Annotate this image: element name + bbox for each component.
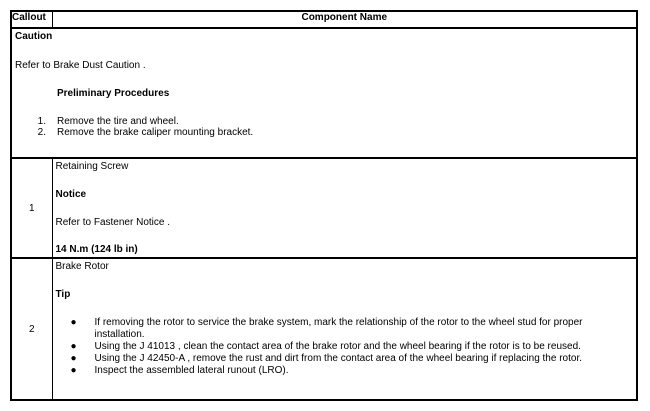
component-name-column-header: Component Name bbox=[52, 11, 637, 28]
procedure-table bbox=[10, 10, 638, 401]
list-item bbox=[53, 317, 623, 341]
procedure-document bbox=[10, 10, 638, 401]
tip-text: Using the J 42450-A , remove the rust and dirt from the contact area of the wheel bearing if replacing the rotor. bbox=[94, 353, 582, 364]
torque-spec: 14 N.m (124 lb in) bbox=[55, 244, 138, 255]
table-header-row bbox=[11, 11, 637, 28]
table-row bbox=[11, 258, 637, 400]
bullet-icon: ● bbox=[70, 365, 77, 376]
list-item bbox=[12, 127, 253, 138]
preliminary-steps-list bbox=[12, 116, 253, 138]
caution-title: Caution bbox=[15, 31, 53, 42]
tip-list bbox=[53, 317, 623, 377]
list-item bbox=[53, 353, 623, 365]
step-text: Remove the brake caliper mounting bracket. bbox=[57, 127, 254, 138]
list-item bbox=[53, 341, 623, 353]
caution-cell bbox=[11, 28, 637, 158]
list-item bbox=[53, 365, 623, 377]
component-cell bbox=[52, 158, 637, 258]
list-item bbox=[12, 116, 253, 127]
step-text: Remove the tire and wheel. bbox=[57, 116, 179, 127]
tip-title: Tip bbox=[55, 289, 71, 300]
callout-number: 2 bbox=[11, 258, 52, 400]
tip-text: Using the J 41013 , clean the contact area of the brake rotor and the wheel bearing if the rotor is to be reused. bbox=[94, 341, 581, 352]
notice-title: Notice bbox=[55, 189, 87, 200]
fastener-notice-reference: Refer to Fastener Notice . bbox=[55, 217, 170, 228]
brake-dust-caution-reference: Refer to Brake Dust Caution . bbox=[15, 60, 146, 71]
preliminary-procedures-title: Preliminary Procedures bbox=[57, 88, 170, 99]
tip-text: If removing the rotor to service the brake system, mark the relationship of the rotor to the wheel stud for proper installation. bbox=[94, 317, 583, 340]
component-cell bbox=[52, 258, 637, 400]
table-row bbox=[11, 158, 637, 258]
callout-column-header: Callout bbox=[11, 11, 52, 28]
caution-row bbox=[11, 28, 637, 158]
step-number: 1. bbox=[37, 116, 46, 127]
component-name: Retaining Screw bbox=[55, 161, 129, 172]
step-number: 2. bbox=[37, 127, 46, 138]
component-name: Brake Rotor bbox=[55, 261, 109, 272]
bullet-icon: ● bbox=[70, 353, 77, 364]
bullet-icon: ● bbox=[70, 317, 77, 328]
bullet-icon: ● bbox=[70, 341, 77, 352]
callout-number: 1 bbox=[11, 158, 52, 258]
tip-text: Inspect the assembled lateral runout (LRO). bbox=[94, 365, 289, 376]
